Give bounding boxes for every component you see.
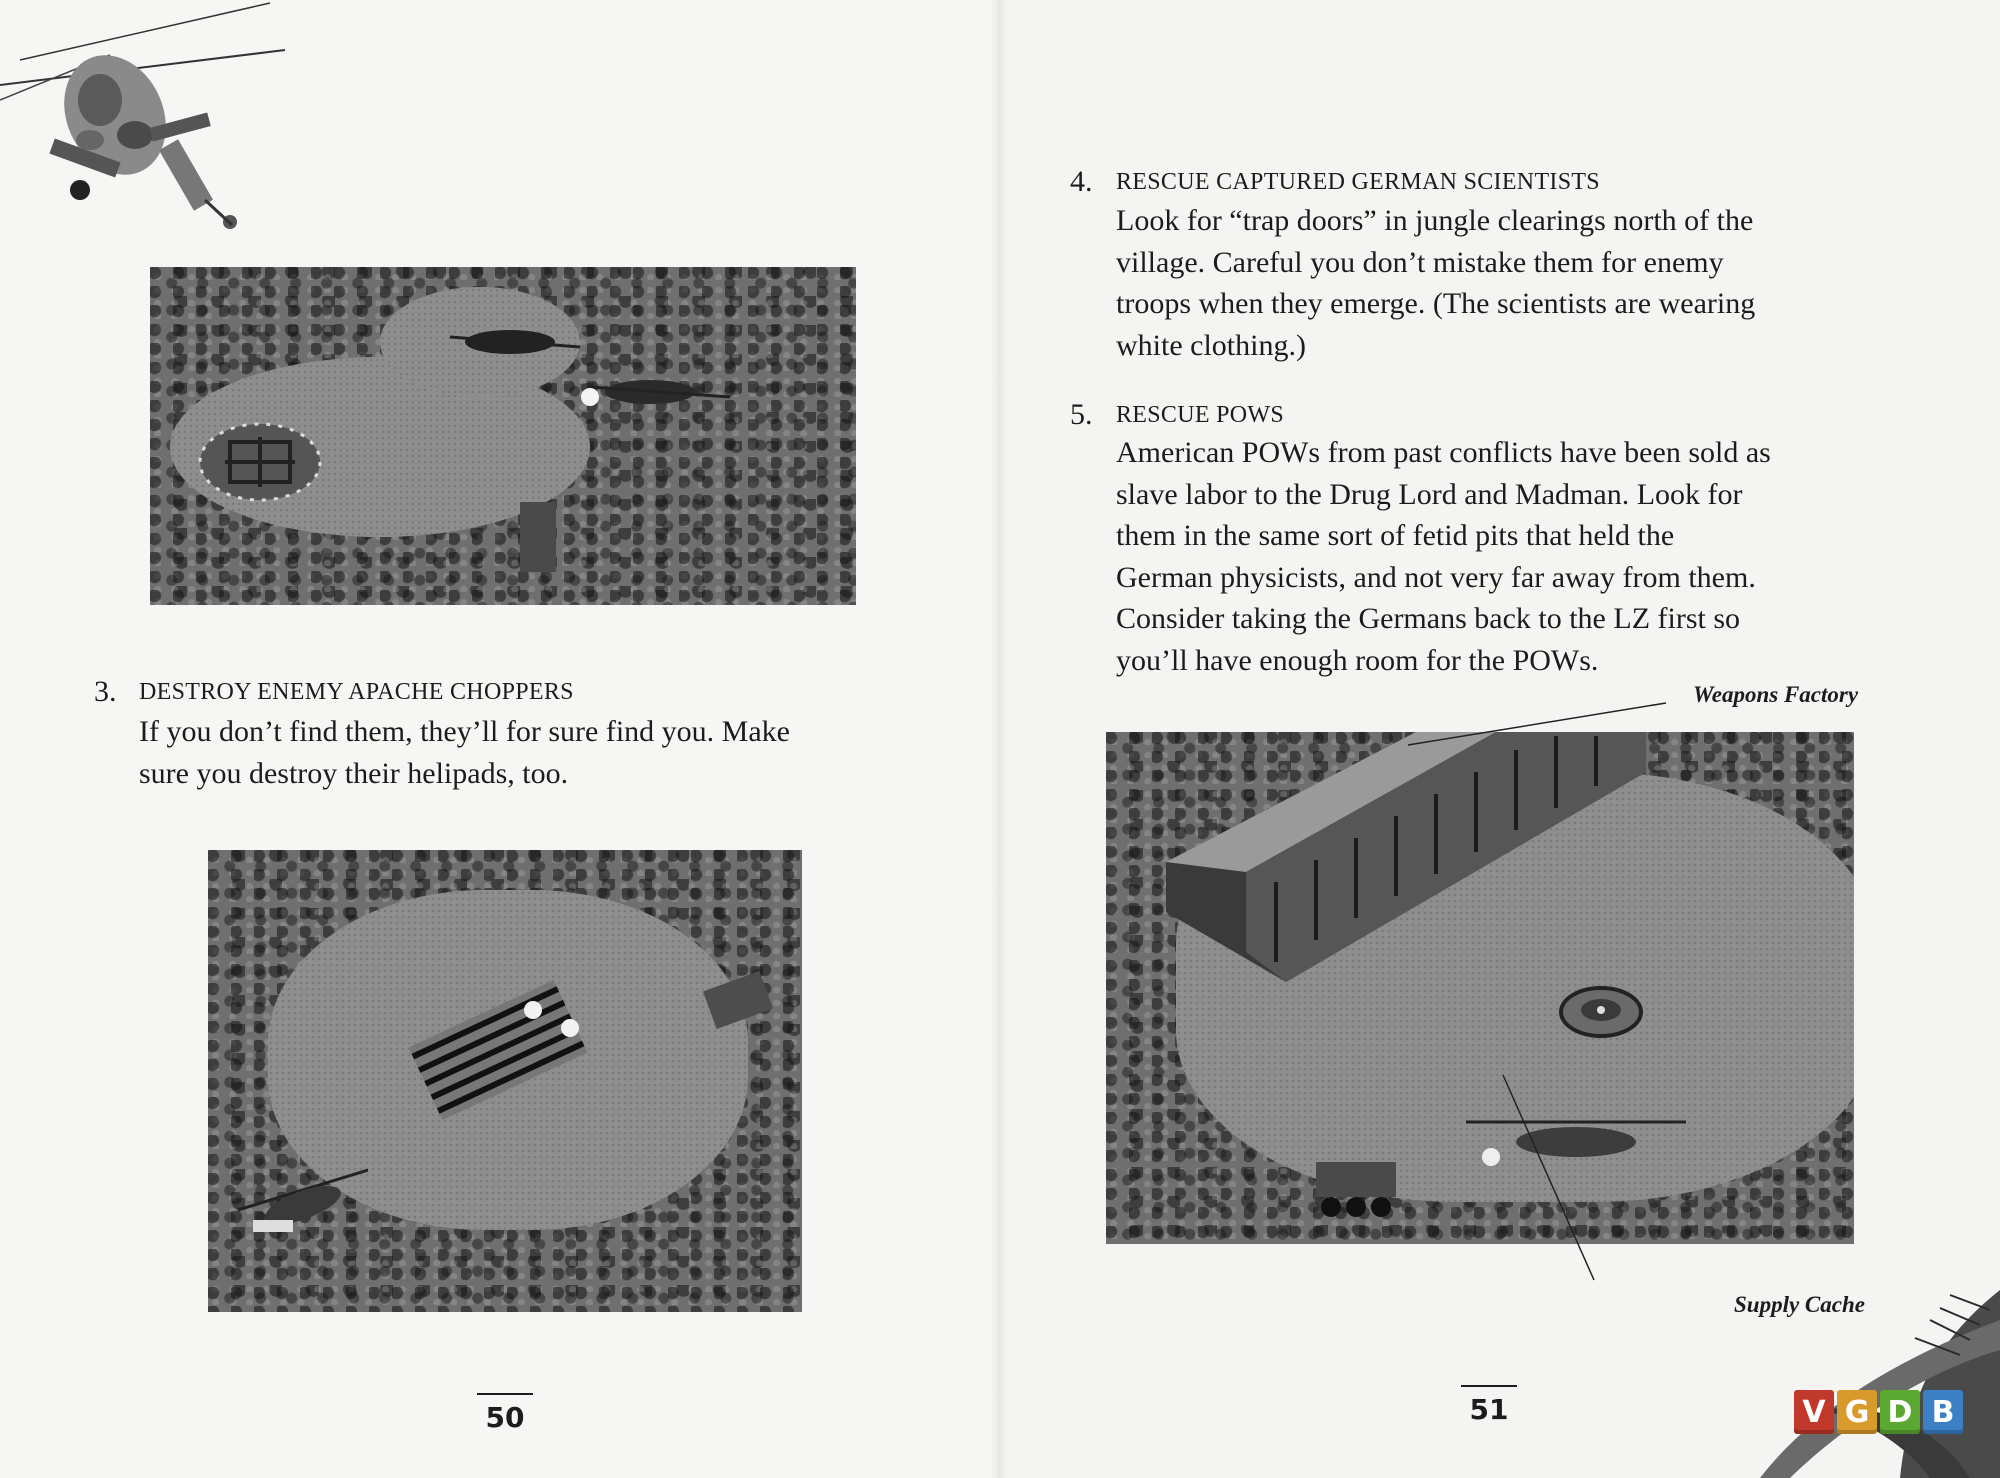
helicopter-icon	[238, 1150, 368, 1250]
apache-helicopters-icon	[450, 317, 750, 427]
body-line: Consider taking the Germans back to the LZ first so	[1116, 602, 1741, 635]
body-line: If you don’t find them, they’ll for sure find you. Make	[139, 715, 790, 748]
logo-tile-d: D	[1880, 1390, 1920, 1434]
palm-fronds-illustration-icon	[1700, 1290, 2000, 1478]
right-page	[998, 0, 2000, 1478]
left-page	[0, 0, 998, 1478]
body-line: Look for “trap doors” in jungle clearings north of the	[1116, 204, 1754, 237]
body-line: German physicists, and not very far away from them.	[1116, 560, 1756, 594]
helipad-icon	[195, 417, 325, 507]
logo-tile-b: B	[1923, 1390, 1963, 1434]
body-line: white clothing.)	[1116, 328, 1306, 362]
item-heading: RESCUE POWS	[1116, 402, 1284, 428]
item-body	[139, 711, 790, 794]
page-number-text: 50	[485, 1401, 525, 1434]
screenshot-jungle-helipad	[150, 267, 856, 605]
body-line: them in the same sort of fetid pits that held the	[1116, 519, 1675, 552]
screenshot-destroyed-helipad	[208, 850, 802, 1312]
logo-tile-g: G	[1837, 1390, 1877, 1434]
logo-tile-v: V	[1794, 1390, 1834, 1434]
callout-leader-lines	[998, 0, 2000, 1340]
body-line: village. Careful you don’t mistake them for enemy	[1116, 245, 1724, 279]
body-line: slave labor to the Drug Lord and Madman. Look for	[1116, 477, 1743, 511]
body-line: American POWs from past conflicts have been sold as	[1116, 436, 1771, 469]
body-line: you’ll have enough room for the POWs.	[1116, 643, 1599, 677]
helicopter-illustration-icon	[0, 0, 290, 240]
page-number-text: 51	[1469, 1393, 1509, 1426]
item-heading: DESTROY ENEMY APACHE CHOPPERS	[139, 679, 574, 705]
page-number	[470, 1393, 540, 1434]
vgdb-watermark-logo	[1794, 1390, 1963, 1434]
callout-weapons-factory: Weapons Factory	[1693, 682, 1859, 707]
item-number: 5.	[1070, 398, 1093, 431]
ruined-helipad-icon	[398, 970, 598, 1130]
body-line: troops when they emerge. (The scientists are wearing	[1116, 287, 1756, 320]
body-line: sure you destroy their helipads, too.	[139, 756, 569, 790]
item-number: 4.	[1070, 165, 1093, 198]
item-number: 3.	[94, 675, 117, 708]
callout-supply-cache: Supply Cache	[1734, 1292, 1865, 1317]
page-number	[1454, 1385, 1524, 1426]
item-heading: RESCUE CAPTURED GERMAN SCIENTISTS	[1116, 169, 1600, 195]
